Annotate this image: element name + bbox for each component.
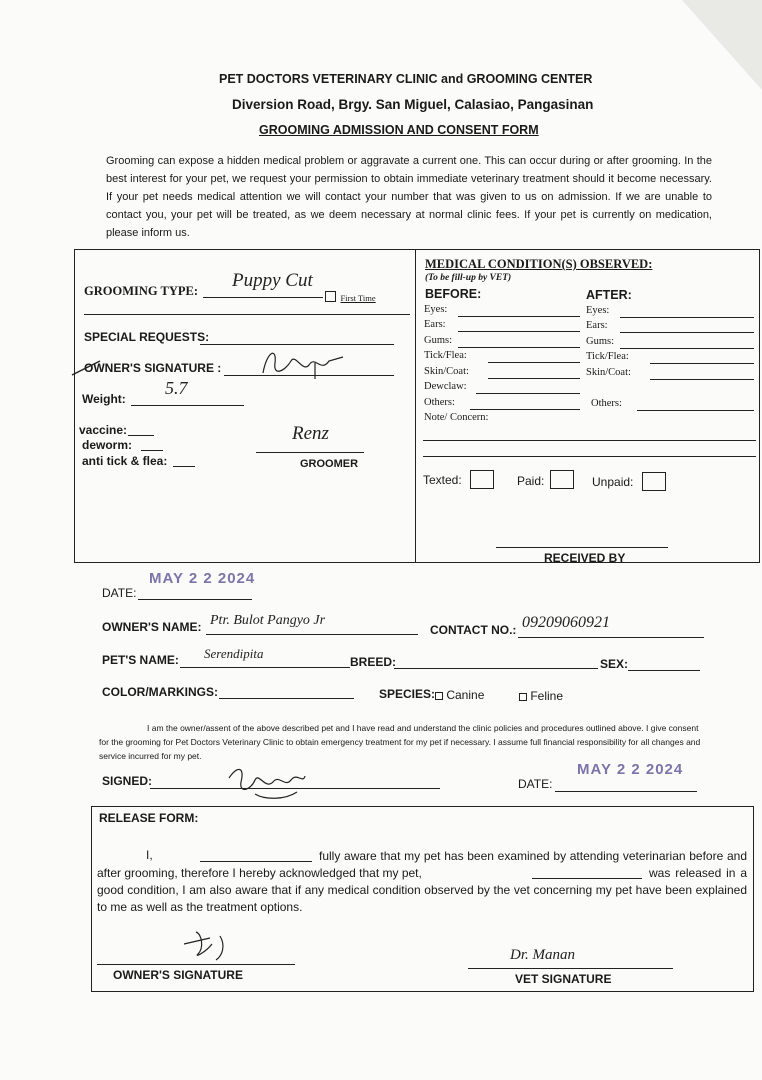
groomer-value: Renz	[292, 423, 329, 444]
after-item-field[interactable]	[650, 363, 754, 364]
vet-signature-field[interactable]	[468, 968, 673, 969]
before-item-field[interactable]	[488, 362, 580, 363]
grooming-type-field[interactable]	[203, 297, 323, 298]
special-requests-label: SPECIAL REQUESTS:	[84, 330, 210, 344]
before-item-field[interactable]	[458, 316, 580, 317]
owner-signature-scribble-icon	[255, 343, 350, 383]
feline-label: Feline	[530, 689, 564, 703]
medical-title: MEDICAL CONDITION(S) OBSERVED:	[425, 257, 653, 271]
contact-value: 09209060921	[522, 614, 610, 631]
before-item-label: Tick/Flea:	[424, 350, 467, 361]
consent-paragraph: I am the owner/assent of the above described pet and I have read and understand the clinic policies and procedures outlined above. I give consent for the grooming for Pet Doctors Veterinary Clinic to obtain emergency treatment for my pet if necessary. I assume full financial responsibility for all changes and service incurred for my pet.	[99, 723, 701, 761]
before-item-field[interactable]	[488, 378, 580, 379]
release-title: RELEASE FORM:	[99, 811, 199, 825]
contact-label: CONTACT NO.:	[430, 623, 517, 637]
grooming-type-label: GROOMING TYPE:	[84, 284, 199, 298]
vaccine-label: vaccine:	[79, 423, 128, 437]
after-item-label: Tick/Flea:	[586, 351, 629, 362]
date-field[interactable]	[138, 599, 252, 600]
after-label: AFTER:	[586, 288, 632, 302]
grooming-type-extra-line	[84, 314, 410, 315]
unpaid-label: Unpaid:	[592, 475, 634, 489]
paid-label: Paid:	[517, 474, 545, 488]
before-item-label: Dewclaw:	[424, 381, 467, 392]
clinic-name: PET DOCTORS VETERINARY CLINIC and GROOMING CENTER	[219, 72, 593, 86]
after-item-field[interactable]	[620, 317, 754, 318]
signature-stroke-icon	[70, 355, 110, 380]
antitick-field[interactable]	[173, 466, 195, 467]
before-item-field[interactable]	[476, 393, 580, 394]
note-line-2[interactable]	[423, 456, 756, 457]
vet-signature-value: Dr. Manan	[510, 947, 576, 963]
first-time-checkbox[interactable]	[325, 291, 336, 302]
release-i: I,	[146, 848, 153, 862]
received-by-field[interactable]	[496, 547, 668, 548]
unpaid-checkbox[interactable]	[642, 472, 666, 491]
weight-value: 5.7	[165, 378, 188, 398]
signed-scribble-icon	[225, 760, 310, 802]
pet-name-value: Serendipita	[204, 646, 264, 661]
texted-checkbox[interactable]	[470, 470, 494, 489]
release-text-2: fully aware that my pet has been examined by attending veterinarian before and after grooming, therefore I hereby acknowledged that my pet,	[97, 849, 747, 880]
note-line-1[interactable]	[423, 440, 756, 441]
sex-label: SEX:	[600, 657, 629, 671]
date-label: DATE:	[102, 586, 137, 600]
groomer-field[interactable]	[256, 452, 364, 453]
feline-checkbox[interactable]	[519, 693, 527, 701]
species-feline-option[interactable]	[519, 689, 563, 703]
signed-date-label: DATE:	[518, 777, 553, 791]
contact-field[interactable]	[518, 637, 704, 638]
before-item-label: Skin/Coat:	[424, 366, 469, 377]
before-item-label: Others:	[424, 397, 455, 408]
grooming-type-value: Puppy Cut	[232, 270, 313, 291]
signed-date-field[interactable]	[555, 791, 697, 792]
species-label: SPECIES:	[379, 687, 436, 701]
after-item-label: Ears:	[586, 320, 608, 331]
after-item-label: Others:	[591, 398, 622, 409]
breed-label: BREED:	[350, 655, 397, 669]
before-item-label: Ears:	[424, 319, 446, 330]
species-canine-option[interactable]	[435, 688, 484, 702]
box-divider	[415, 249, 416, 562]
sex-field[interactable]	[628, 670, 700, 671]
before-item-label: Gums:	[424, 335, 453, 346]
before-label: BEFORE:	[425, 287, 482, 301]
received-by-label: RECEIVED BY	[544, 551, 626, 565]
pet-name-field[interactable]	[180, 667, 350, 668]
after-item-field[interactable]	[620, 332, 754, 333]
vaccine-field[interactable]	[128, 435, 154, 436]
weight-field[interactable]	[131, 405, 244, 406]
medical-subtitle: (To be fill-up by VET)	[425, 273, 512, 283]
first-time-label: First Time	[340, 293, 376, 303]
owner-name-label: OWNER'S NAME:	[102, 620, 202, 634]
canine-label: Canine	[446, 688, 485, 702]
texted-label: Texted:	[423, 473, 462, 487]
paid-checkbox[interactable]	[550, 470, 574, 489]
deworm-field[interactable]	[141, 450, 163, 451]
breed-field[interactable]	[394, 668, 598, 669]
color-label: COLOR/MARKINGS:	[102, 685, 218, 699]
pet-name-label: PET'S NAME:	[102, 653, 179, 667]
after-item-field[interactable]	[637, 410, 754, 411]
canine-checkbox[interactable]	[435, 692, 443, 700]
before-item-field[interactable]	[470, 409, 580, 410]
owner-release-signature-field[interactable]	[97, 964, 295, 965]
note-label: Note/ Concern:	[424, 412, 489, 423]
form-title: GROOMING ADMISSION AND CONSENT FORM	[259, 123, 539, 137]
before-item-field[interactable]	[458, 347, 580, 348]
folded-corner	[682, 0, 762, 90]
before-item-label: Eyes:	[424, 304, 448, 315]
after-item-label: Gums:	[586, 336, 615, 347]
release-text-3: was released in a good condition, I am also aware that if any medical condition observed by the vet concerning my pet have been explained to me as well as the treatment options.	[97, 866, 747, 914]
after-item-field[interactable]	[650, 379, 754, 380]
owner-release-signature-label: OWNER'S SIGNATURE	[113, 968, 243, 982]
first-time-option[interactable]	[325, 288, 376, 306]
groomer-label: GROOMER	[300, 458, 359, 470]
deworm-label: deworm:	[82, 438, 133, 452]
owner-release-scribble-icon	[180, 926, 240, 966]
signed-date-stamp: MAY 2 2 2024	[577, 761, 684, 778]
before-item-field[interactable]	[458, 331, 580, 332]
owner-name-value: Ptr. Bulot Pangyo Jr	[210, 613, 326, 628]
color-field[interactable]	[219, 698, 354, 699]
owner-name-field[interactable]	[206, 634, 418, 635]
after-item-label: Eyes:	[586, 305, 610, 316]
owner-signature-label: OWNER'S SIGNATURE :	[84, 361, 222, 375]
signed-label: SIGNED:	[102, 774, 153, 788]
after-item-label: Skin/Coat:	[586, 367, 631, 378]
intro-paragraph: Grooming can expose a hidden medical problem or aggravate a current one. This can occur during or after grooming. In the best interest for your pet, we request your permission to obtain immediate veterinary treatment should it become necessary. If your pet needs medical attention we will contact your number that was given to us on admission. If we are unable to contact you, your pet will be treated, as we deem necessary at normal clinic fees. If your pet is currently on medication, please inform us.	[106, 155, 712, 239]
vet-signature-label: VET SIGNATURE	[515, 972, 612, 986]
antitick-label: anti tick & flea:	[82, 454, 168, 468]
weight-label: Weight:	[82, 392, 126, 406]
clinic-address: Diversion Road, Brgy. San Miguel, Calasiao, Pangasinan	[232, 97, 594, 112]
date-stamp: MAY 2 2 2024	[149, 570, 256, 587]
after-item-field[interactable]	[620, 348, 754, 349]
